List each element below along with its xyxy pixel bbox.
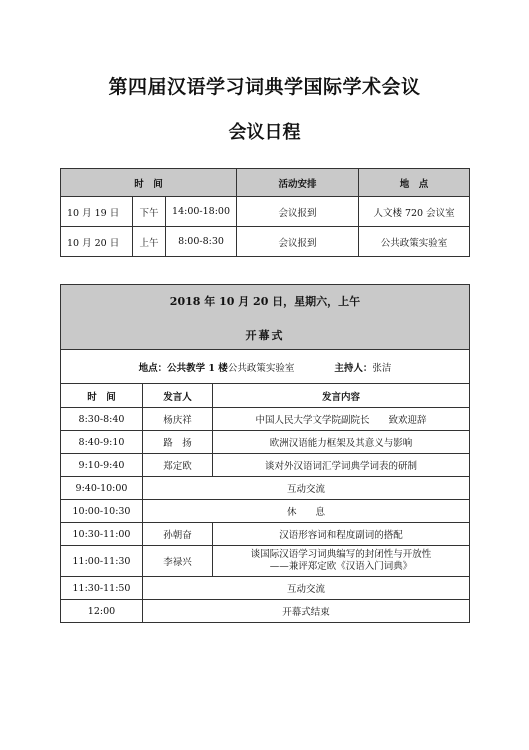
opening-name: 开幕式	[245, 329, 285, 342]
schedule-date: 10 月 19 日	[61, 197, 133, 227]
schedule-date: 10 月 20 日	[61, 227, 133, 257]
program-time: 9:40-10:00	[61, 477, 143, 500]
schedule-place: 公共政策实验室	[359, 227, 470, 257]
time-header: 时 间	[61, 169, 237, 197]
program-content: 汉语形容词和程度副词的搭配	[213, 523, 470, 546]
program-row	[61, 477, 470, 500]
program-time: 8:40-9:10	[61, 431, 143, 454]
program-row	[61, 600, 470, 623]
program-merged: 互动交流	[143, 477, 470, 500]
program-merged: 开幕式结束	[143, 600, 470, 623]
schedule-header-row	[61, 169, 470, 197]
registration-schedule-table	[60, 168, 470, 257]
opening-ceremony-table	[60, 284, 470, 623]
program-merged: 互动交流	[143, 577, 470, 600]
program-merged: 休 息	[143, 500, 470, 523]
program-time-header: 时 间	[61, 384, 143, 408]
program-row	[61, 577, 470, 600]
program-content: 中国人民大学文学院副院长 致欢迎辞	[213, 408, 470, 431]
schedule-row	[61, 227, 470, 257]
program-content	[213, 546, 470, 577]
program-time: 11:30-11:50	[61, 577, 143, 600]
program-row	[61, 454, 470, 477]
host-name: 张洁	[372, 362, 392, 374]
place-header: 地 点	[359, 169, 470, 197]
location-row	[61, 350, 470, 384]
program-content-line2: ——兼评郑定欧《汉语入门词典》	[269, 561, 413, 572]
program-row	[61, 408, 470, 431]
program-time: 10:00-10:30	[61, 500, 143, 523]
program-time: 11:00-11:30	[61, 546, 143, 577]
schedule-activity: 会议报到	[237, 197, 359, 227]
program-content-header: 发言内容	[213, 384, 470, 408]
schedule-subtitle: 会议日程	[228, 122, 301, 143]
opening-header	[61, 285, 470, 350]
host-label: 主持人：	[334, 362, 373, 374]
activity-header: 活动安排	[237, 169, 359, 197]
schedule-activity: 会议报到	[237, 227, 359, 257]
program-content: 谈对外汉语词汇学词典学词表的研制	[213, 454, 470, 477]
program-speaker-header: 发言人	[143, 384, 213, 408]
program-speaker: 路 扬	[143, 431, 213, 454]
location-label: 地点：	[138, 362, 168, 374]
program-content: 欧洲汉语能力框架及其意义与影响	[213, 431, 470, 454]
program-time: 12:00	[61, 600, 143, 623]
program-row	[61, 500, 470, 523]
program-header-row	[61, 384, 470, 408]
schedule-place: 人文楼 720 会议室	[359, 197, 470, 227]
schedule-row	[61, 197, 470, 227]
schedule-period: 上午	[133, 227, 166, 257]
location-building: 公共教学 1 楼	[167, 362, 228, 374]
program-time: 8:30-8:40	[61, 408, 143, 431]
schedule-time: 14:00-18:00	[166, 197, 237, 227]
conference-title: 第四届汉语学习词典学国际学术会议	[108, 76, 421, 98]
program-time: 10:30-11:00	[61, 523, 143, 546]
program-speaker: 孙朝奋	[143, 523, 213, 546]
opening-header-row	[61, 285, 470, 350]
schedule-time: 8:00-8:30	[166, 227, 237, 257]
program-row	[61, 431, 470, 454]
program-row	[61, 546, 470, 577]
schedule-period: 下午	[133, 197, 166, 227]
program-content-line1: 谈国际汉语学习词典编写的封闭性与开放性	[250, 549, 432, 560]
program-speaker: 郑定欧	[143, 454, 213, 477]
program-time: 9:10-9:40	[61, 454, 143, 477]
location-room: 公共政策实验室	[227, 362, 295, 374]
location-cell	[61, 350, 470, 384]
program-speaker: 李禄兴	[143, 546, 213, 577]
program-speaker: 杨庆祥	[143, 408, 213, 431]
opening-date-line: 2018 年 10 月 20 日，星期六，上午	[169, 295, 361, 308]
program-row	[61, 523, 470, 546]
